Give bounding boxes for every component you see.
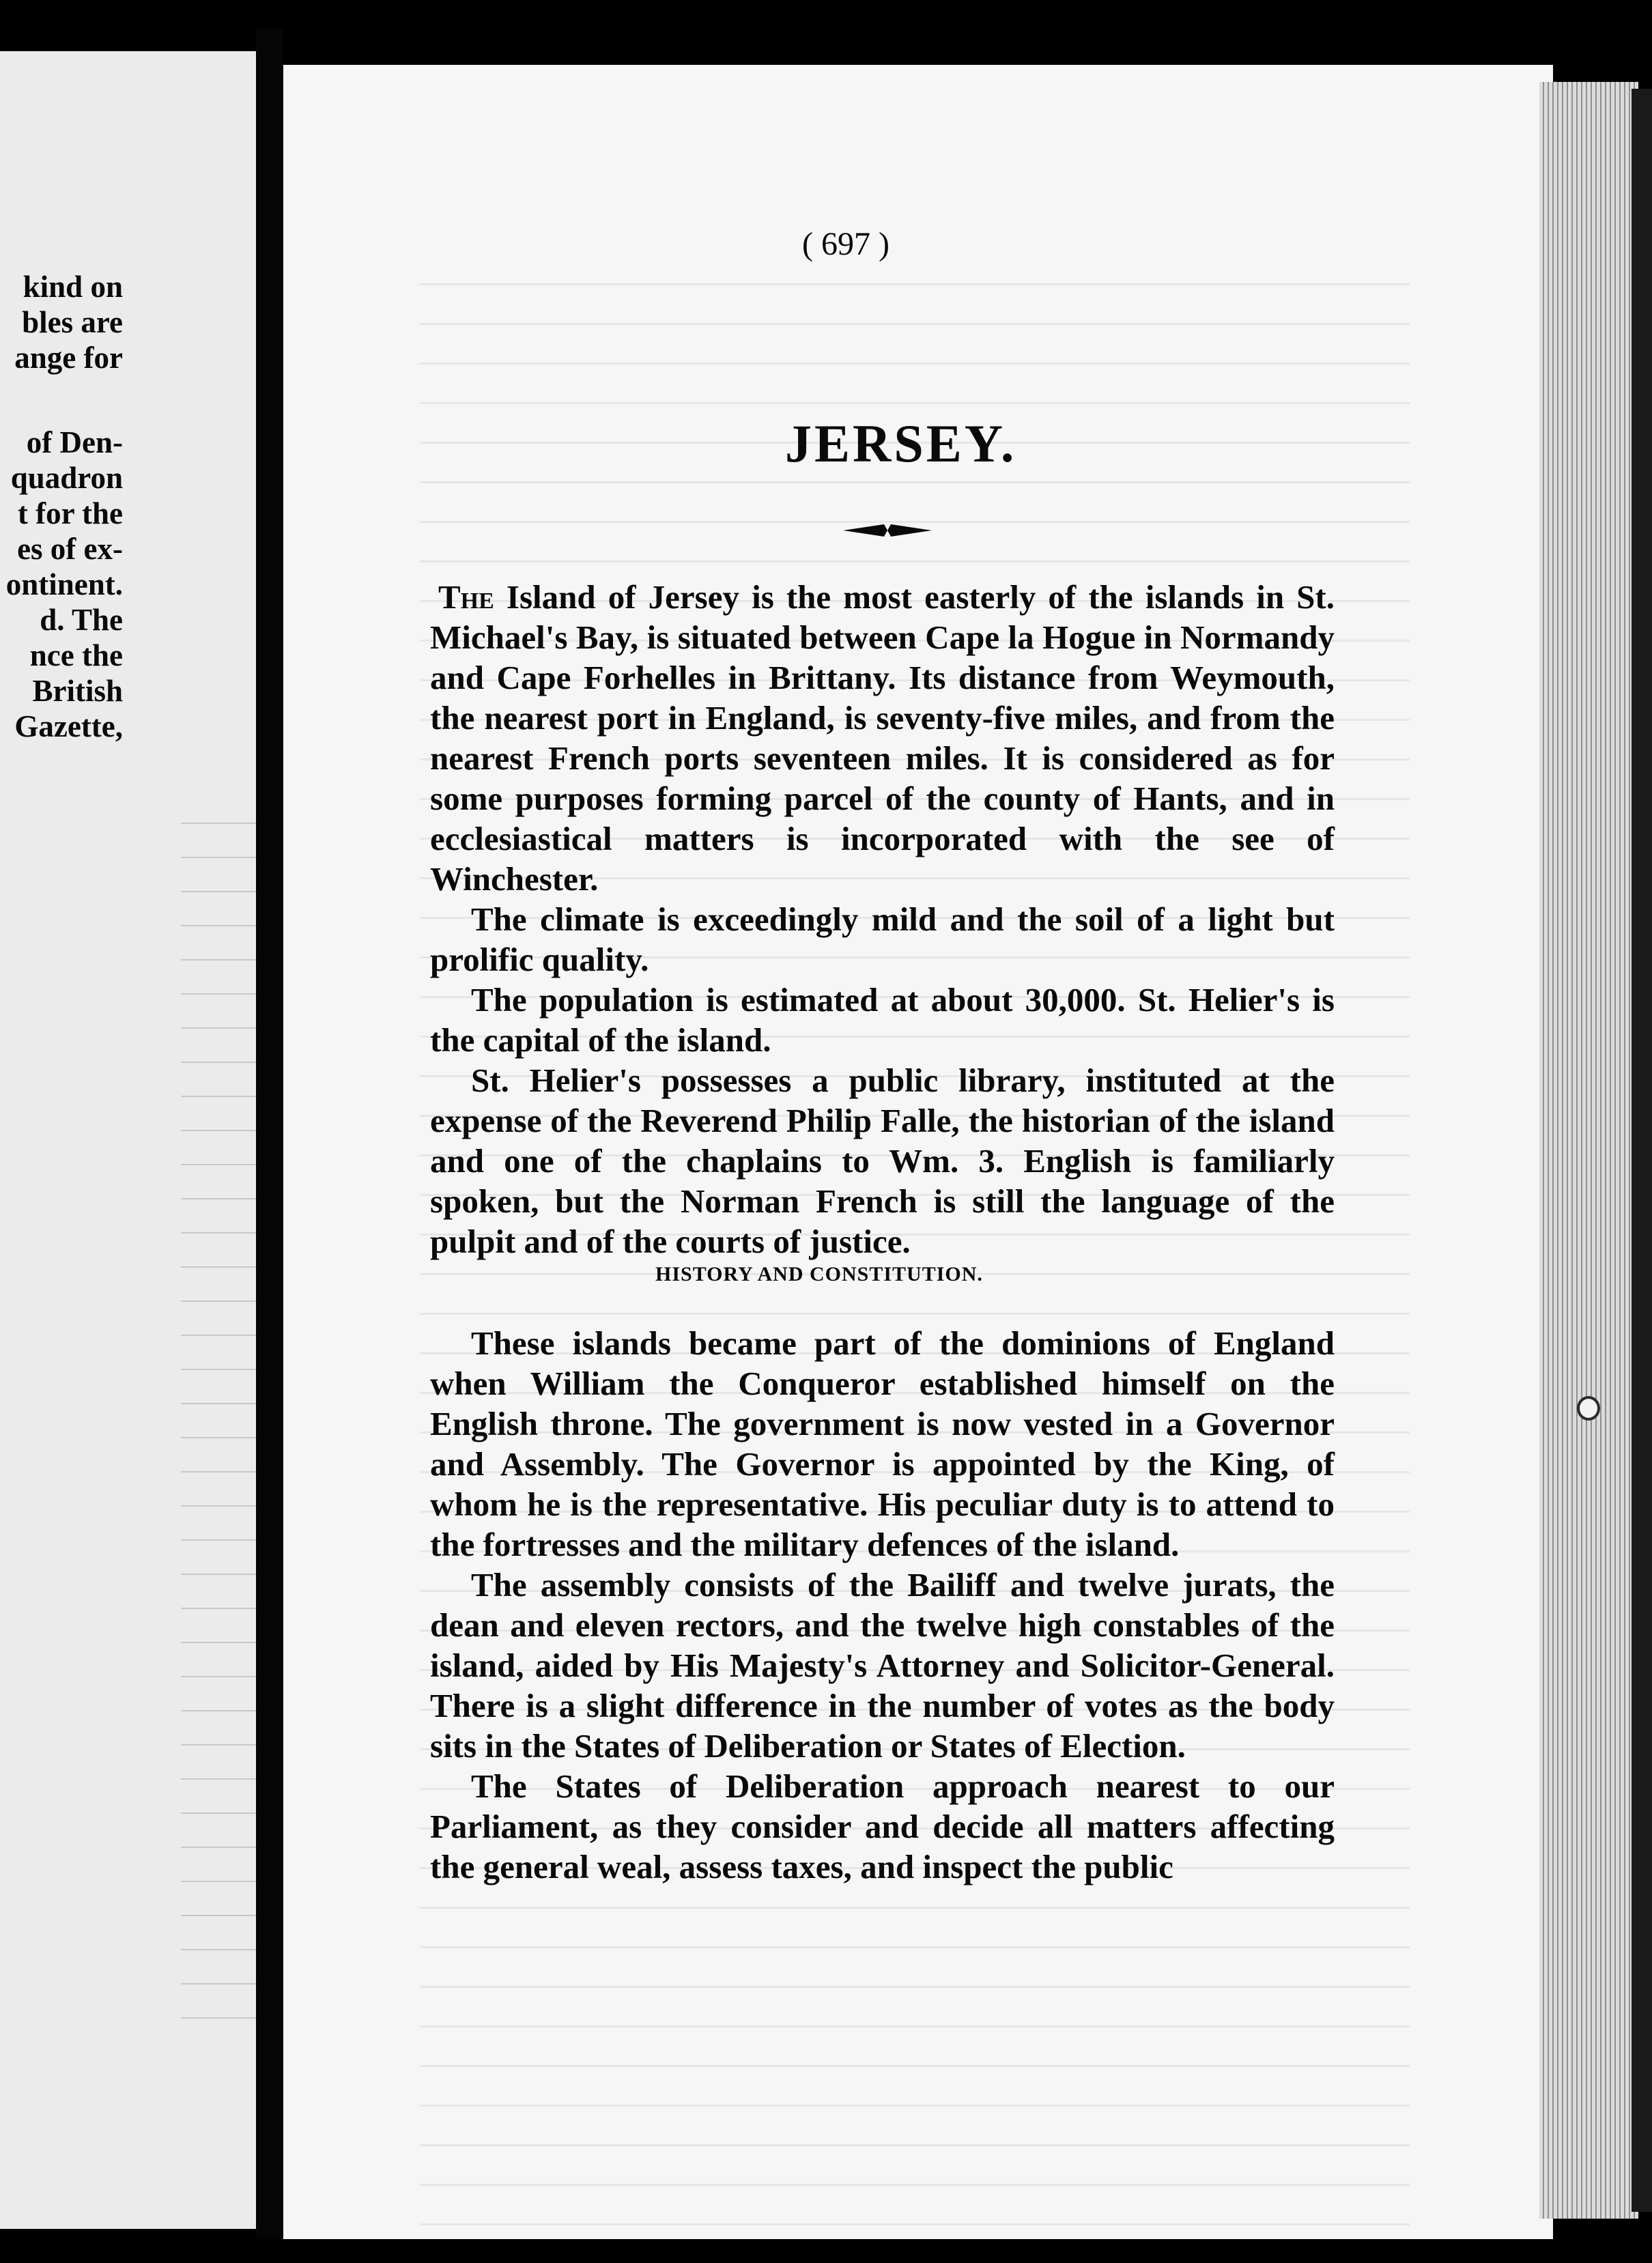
left-page-fragment: ontinent. xyxy=(5,567,123,601)
left-facing-page xyxy=(0,51,256,2229)
paragraph-lead: The xyxy=(438,578,494,616)
paragraph-text: Island of Jersey is the most easterly of the islands in St. Michael's Bay, is situated between Cape la Hogue in Normandy and Cape Forhelles in Brittany. Its distance from Weymouth, the nearest port in England, is seventy-five miles, and from the nearest French ports seventeen miles. It is considered as for some purposes forming parcel of the county of Hants, and in ecclesiastical matters is incorporated with the see of Winchester. xyxy=(430,578,1335,898)
body-section-intro xyxy=(430,577,1335,1262)
left-page-fragment: ange for xyxy=(14,341,123,375)
page-edges-shadow xyxy=(1632,89,1652,2212)
page-number: ( 697 ) xyxy=(802,226,889,262)
left-page-fragment: bles are xyxy=(22,305,123,339)
paragraph: The climate is exceedingly mild and the soil of a light but prolific quality. xyxy=(430,900,1335,978)
book-gutter xyxy=(256,27,283,2239)
body-section-history xyxy=(430,1323,1335,1887)
paragraph: The population is estimated at about 30,000. St. Helier's is the capital of the island. xyxy=(430,981,1335,1059)
edge-mark xyxy=(1577,1396,1600,1421)
paragraph: The States of Deliberation approach nearest to our Parliament, as they consider and decide all matters affecting the general weal, assess taxes, and inspect the public xyxy=(430,1767,1335,1885)
left-page-showthrough xyxy=(181,823,256,2051)
title-ornament xyxy=(843,520,932,541)
left-page-fragment: t for the xyxy=(17,496,123,530)
page-title: JERSEY. xyxy=(785,414,1017,473)
left-page-fragment: d. The xyxy=(40,603,123,637)
left-page-fragment: of Den- xyxy=(26,425,123,459)
section-heading: HISTORY AND CONSTITUTION. xyxy=(655,1263,983,1285)
paragraph: St. Helier's possesses a public library, instituted at the expense of the Reverend Philip Falle, the historian of the island and one of the chaplains to Wm. 3. English is familiarly spoken, but the Norman French is still the language of the pulpit and of the courts of justice. xyxy=(430,1062,1335,1260)
page-edges xyxy=(1539,82,1638,2219)
left-page-fragment: quadron xyxy=(10,461,123,495)
left-page-fragment: Gazette, xyxy=(14,709,123,743)
left-page-fragment: nce the xyxy=(29,638,123,672)
left-page-fragment: British xyxy=(32,674,123,708)
paragraph: The assembly consists of the Bailiff and twelve jurats, the dean and eleven rectors, and the twelve high constables of the island, aided by His Majesty's Attorney and Solicitor-General. There is a slight difference in the number of votes as the body sits in the States of Deliberation or States of Election. xyxy=(430,1566,1335,1765)
left-page-fragment: es of ex- xyxy=(17,532,123,566)
paragraph xyxy=(430,577,1335,899)
paragraph: These islands became part of the dominions of England when William the Conqueror established himself on the English throne. The government is now vested in a Governor and Assembly. The Governor is appointed by the King, of whom he is the representative. His peculiar duty is to attend to the fortresses and the military defences of the island. xyxy=(430,1324,1335,1563)
left-page-fragment: kind on xyxy=(23,270,123,304)
